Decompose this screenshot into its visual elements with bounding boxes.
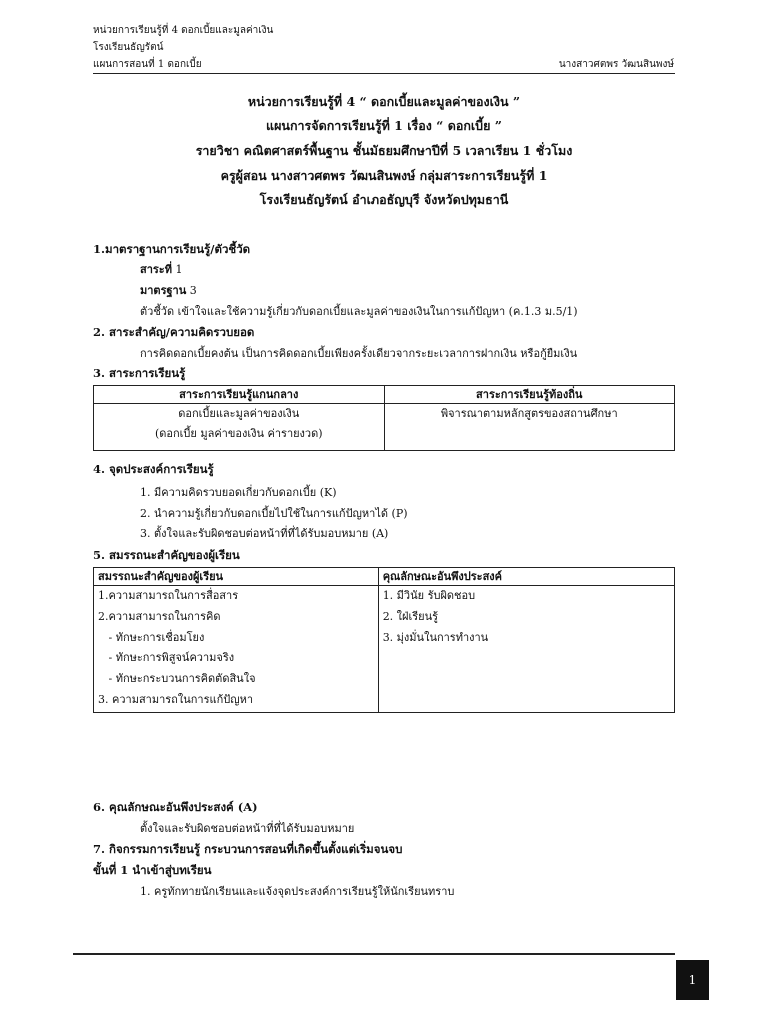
attribute-cell: [378, 586, 674, 713]
list-item: 3. มุ่งมั่นในการทำงาน: [382, 630, 489, 644]
strand-label: สาระที่: [140, 263, 172, 276]
section2-text: การคิดดอกเบี้ยคงต้น เป็นการคิดดอกเบี้ยเพียงครั้งเดียวจากระยะเวลาการฝากเงิน หรือกู้ยืมเงิน: [140, 347, 578, 360]
list-item: 1. มีวินัย รับผิดชอบ: [382, 589, 476, 602]
section1-heading: 1.มาตราฐานการเรียนรู้/ตัวชี้วัด: [93, 242, 251, 256]
list-item: 1.ความสามารถในการสื่อสาร: [98, 589, 239, 602]
list-item: 3. ความสามารถในการแก้ปัญหา: [98, 692, 254, 706]
competency-cell: [94, 586, 379, 713]
title-subject: รายวิชา คณิตศาสตร์พื้นฐาน ชั้นมัธยมศึกษาปีที่ 5 เวลาเรียน 1 ชั่วโมง: [195, 143, 573, 158]
local-content-header: สาระการเรียนรู้ท้องถิ่น: [384, 386, 675, 404]
section2-heading: 2. สาระสำคัญ/ความคิดรวบยอด: [93, 325, 255, 339]
section3-heading: 3. สาระการเรียนรู้: [93, 366, 186, 380]
core-content-cell: [94, 404, 385, 451]
learning-content-table: [93, 385, 675, 451]
list-item: - ทักษะกระบวนการคิดตัดสินใจ: [98, 672, 256, 686]
header-rule: [93, 73, 675, 74]
table-header-row: [94, 386, 675, 404]
section7-heading: 7. กิจกรรมการเรียนรู้ กระบวนการสอนที่เกิดขึ้นตั้งแต่เริ่มจนจบ: [93, 842, 403, 856]
list-item: - ทักษะการพิสูจน์ความจริง: [98, 651, 235, 665]
header-teacher: นางสาวศตพร วัฒนสินพงษ์: [558, 59, 674, 70]
section4-heading: 4. จุดประสงค์การเรียนรู้: [93, 462, 214, 476]
core-content-header: สาระการเรียนรู้แกนกลาง: [94, 386, 385, 404]
competency-header: สมรรถนะสำคัญของผู้เรียน: [94, 568, 379, 586]
header-school: โรงเรียนธัญรัตน์: [93, 42, 164, 53]
standard-line: [140, 283, 197, 298]
title-school: โรงเรียนธัญรัตน์ อำเภอธัญบุรี จังหวัดปทุมธานี: [259, 192, 509, 207]
page-number: 1: [676, 960, 709, 1000]
core-content-line1: ดอกเบี้ยและมูลค่าของเงิน: [178, 407, 300, 420]
title-plan: แผนการจัดการเรียนรู้ที่ 1 เรื่อง “ ดอกเบี้ย ”: [266, 118, 502, 133]
standard-value: 3: [189, 284, 197, 297]
strand-line: [140, 262, 182, 277]
list-item: 2.ความสามารถในการคิด: [98, 609, 221, 623]
indicator-text: ตัวชี้วัด เข้าใจและใช้ความรู้เกี่ยวกับดอกเบี้ยและมูลค่าของเงินในการแก้ปัญหา (ค.1.3 ม.5/1): [140, 305, 578, 318]
title-teacher: ครูผู้สอน นางสาวศตพร วัฒนสินพงษ์ กลุ่มสาระการเรียนรู้ที่ 1: [220, 168, 548, 183]
header-plan: แผนการสอนที่ 1 ดอกเบี้ย: [93, 59, 202, 70]
objective-item: 1. มีความคิดรวบยอดเกี่ยวกับดอกเบี้ย (K): [140, 486, 337, 499]
section6-heading: 6. คุณลักษณะอันพึงประสงค์ (A): [93, 800, 258, 814]
table-row: [94, 586, 675, 713]
footer-rule: [73, 953, 675, 955]
table-header-row: [94, 568, 675, 586]
title-unit: หน่วยการเรียนรู้ที่ 4 “ ดอกเบี้ยและมูลค่าของเงิน ”: [247, 94, 521, 109]
objective-item: 3. ตั้งใจและรับผิดชอบต่อหน้าที่ที่ได้รับมอบหมาย (A): [140, 527, 389, 540]
table-row: [94, 404, 675, 451]
core-content-line2: (ดอกเบี้ย มูลค่าของเงิน ค่ารายงวด): [154, 427, 323, 440]
list-item: - ทักษะการเชื่อมโยง: [98, 630, 205, 644]
list-item: 2. ใฝ่เรียนรู้: [382, 609, 439, 623]
competency-table: [93, 567, 675, 713]
strand-value: 1: [175, 263, 183, 276]
objective-item: 2. นำความรู้เกี่ยวกับดอกเบี้ยไปใช้ในการแก้ปัญหาได้ (P): [140, 507, 408, 520]
header-unit: หน่วยการเรียนรู้ที่ 4 ดอกเบี้ยและมูลค่าเงิน: [93, 25, 274, 36]
step1-item: 1. ครูทักทายนักเรียนและแจ้งจุดประสงค์การเรียนรู้ให้นักเรียนทราบ: [140, 885, 455, 898]
section6-text: ตั้งใจและรับผิดชอบต่อหน้าที่ที่ได้รับมอบหมาย: [140, 822, 355, 835]
step1-heading: ขั้นที่ 1 นำเข้าสู่บทเรียน: [93, 863, 212, 877]
local-content-cell: พิจารณาตามหลักสูตรของสถานศึกษา: [384, 404, 675, 451]
section5-heading: 5. สมรรถนะสำคัญของผู้เรียน: [93, 548, 240, 562]
standard-label: มาตรฐาน: [140, 284, 187, 297]
attribute-header: คุณลักษณะอันพึงประสงค์: [378, 568, 674, 586]
